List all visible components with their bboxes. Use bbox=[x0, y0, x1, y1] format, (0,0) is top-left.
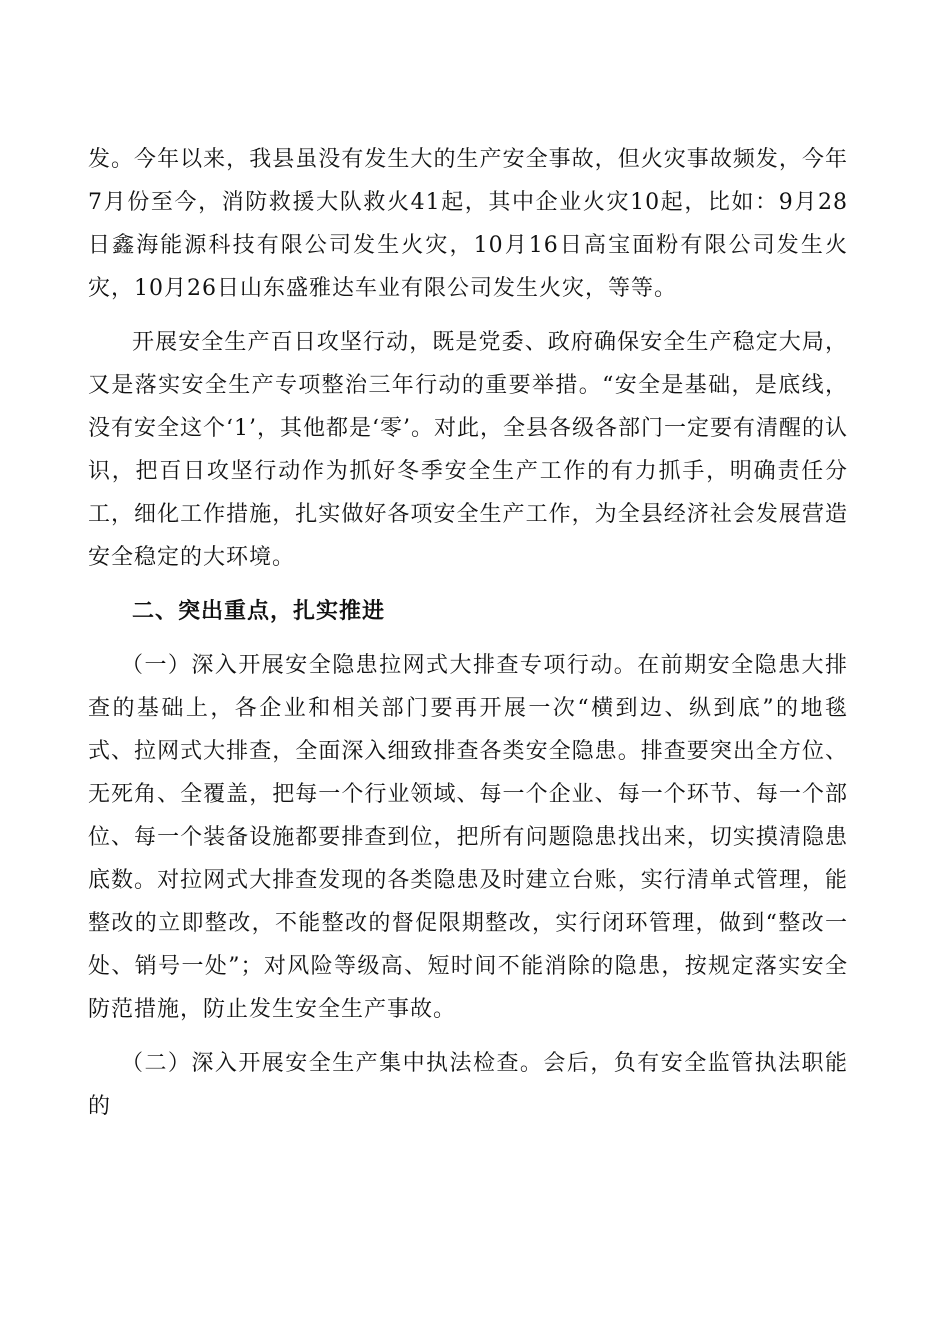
paragraph-hundred-day-campaign: 开展安全生产百日攻坚行动，既是党委、政府确保安全生产稳定大局，又是落实安全生产专项整治三年行动的重要举措。“安全是基础，是底线，没有安全这个‘1’，其他都是‘零’。对此，全县各级各部门一定要有清醒的认识，把百日攻坚行动作为抓好冬季安全生产工作的有力抓手，明确责任分工，细化工作措施，扎实做好各项安全生产工作，为全县经济社会发展营造安全稳定的大环境。 bbox=[88, 330, 848, 570]
paragraph-hazard-inspection: （一）深入开展安全隐患拉网式大排查专项行动。在前期安全隐患大排查的基础上，各企业和相关部门要再开展一次“横到边、纵到底”的地毯式、拉网式大排查，全面深入细致排查各类安全隐患。排查要突出全方位、无死角、全覆盖，把每一个行业领域、每一个企业、每一个环节、每一个部位、每一个装备设施都要排查到位，把所有问题隐患找出来，切实摸清隐患底数。对拉网式大排查发现的各类隐患及时建立台账，实行清单式管理，能整改的立即整改，不能整改的督促限期整改，实行闭环管理，做到“整改一处、销号一处”；对风险等级高、短时间不能消除的隐患，按规定落实安全防范措施，防止发生安全生产事故。 bbox=[88, 653, 848, 1022]
document-body bbox=[88, 138, 848, 1128]
paragraph-law-enforcement: （二）深入开展安全生产集中执法检查。会后，负有安全监管执法职能的 bbox=[88, 1051, 848, 1119]
section-heading: 二、突出重点，扎实推进 bbox=[132, 599, 386, 624]
paragraph-fire-statistics: 发。今年以来，我县虽没有发生大的生产安全事故，但火灾事故频发，今年7月份至今，消防救援大队救火41起，其中企业火灾10起，比如：9月28日鑫海能源科技有限公司发生火灾，10月16日高宝面粉有限公司发生火灾，10月26日山东盛雅达车业有限公司发生火灾，等等。 bbox=[88, 147, 848, 301]
